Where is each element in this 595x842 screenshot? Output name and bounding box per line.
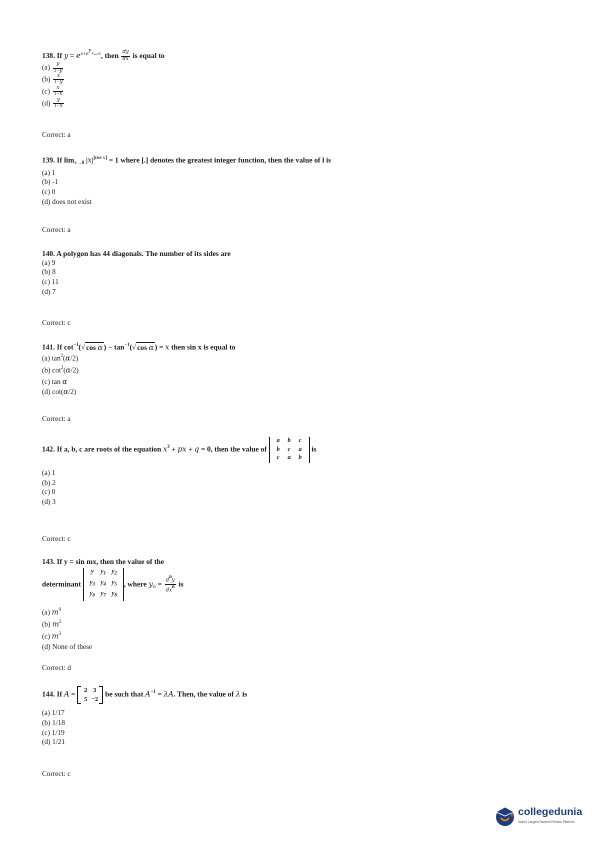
question-138 xyxy=(42,46,562,109)
question-144 xyxy=(42,686,562,748)
question-stem: 143. If y = sin mx, then the value of the xyxy=(42,557,165,566)
option-b: (b) -1 xyxy=(42,178,59,187)
option-b: (b) $\frac{x}{1-y}$ xyxy=(42,73,63,86)
question-stem: 144. If A = 2 3 5 −2 be such that $A^{-1} = \lambda A$. Then, the value of λ is xyxy=(42,687,248,703)
option-b: (b) 2 xyxy=(42,478,56,487)
option-c: (c) $\frac{x}{1-x}$ xyxy=(42,84,63,98)
option-d: (d) 7 xyxy=(42,287,56,296)
question-stem-cont: determinant y $y_1$ $y_2$ $y_3$ $y_4$ $y_5$ $y_6$ $y_7$ $y_8$, where $y_n$ = $\frac{d^ny}{dx^n}$ is xyxy=(42,568,562,601)
logo-tagline: India's Largest Student Review Platform xyxy=(518,820,575,824)
answer-140: Correct: c xyxy=(42,319,71,327)
question-143 xyxy=(42,557,562,653)
question-stem: 140. A polygon has 44 diagonals. The number of its sides are xyxy=(42,249,231,258)
option-d: (d) 3 xyxy=(42,498,56,507)
option-a: (a) $\tan^2(\alpha/2)$ xyxy=(42,353,79,363)
determinant-y: y $y_1$ $y_2$ $y_3$ $y_4$ $y_5$ $y_6$ $y_7$ $y_8$ xyxy=(83,568,124,601)
option-c: (c) tan α xyxy=(42,376,68,386)
question-141 xyxy=(42,341,562,398)
option-d: (d) 1/21 xyxy=(42,738,65,747)
option-a: (a) $m^9$ xyxy=(42,607,62,617)
question-139 xyxy=(42,154,562,208)
question-142 xyxy=(42,437,562,508)
question-stem: 141. If $\cot^{-1}(√\cos$ $\alpha) - \tan^{-1}(√\cos$ α) = x then sin x is equal to xyxy=(42,342,236,352)
answer-143: Correct: d xyxy=(42,664,71,672)
question-stem: 138. If $y = e^{x+e^y+...\infty}$, then $\frac{dy}{dx}$ is equal to xyxy=(42,48,165,62)
determinant-abc: a b c b c a c a b xyxy=(269,437,310,463)
answer-142: Correct: c xyxy=(42,535,71,543)
option-c: (c) $m^3$ xyxy=(42,631,62,641)
option-b: (b) 8 xyxy=(42,268,56,277)
option-b: (b) 1/18 xyxy=(42,718,65,727)
option-c: (c) 0 xyxy=(42,188,56,197)
option-b: (b) $m^2$ xyxy=(42,619,62,629)
option-d: (d) $\frac{y}{1-x}$ xyxy=(42,96,63,110)
option-b: (b) $\cot^2(\alpha/2)$ xyxy=(42,365,79,375)
option-a: (a) 1 xyxy=(42,168,56,177)
collegedunia-logo xyxy=(494,804,583,830)
option-d: (d) cot(α/2) xyxy=(42,387,77,397)
option-d: (d) None of these xyxy=(42,642,93,651)
option-c: (c) 11 xyxy=(42,278,59,287)
answer-144: Correct: c xyxy=(42,770,71,778)
answer-138: Correct: a xyxy=(42,131,71,139)
question-stem: 139. If $\lim_{x\to 0} |x|[\cos x] = 1$ where [.] denotes the greatest integer function, then the value of l is xyxy=(42,155,332,166)
option-a: (a) $\frac{y}{1-y}$ xyxy=(42,61,63,74)
option-a: (a) 1/17 xyxy=(42,709,65,717)
option-d: (d) does not exist xyxy=(42,197,92,206)
option-c: (c) 1/19 xyxy=(42,728,65,737)
matrix-a: 2 3 5 −2 xyxy=(77,686,103,704)
question-140 xyxy=(42,249,562,298)
option-c: (c) 0 xyxy=(42,488,56,497)
answer-141: Correct: a xyxy=(42,415,71,423)
option-a: (a) 9 xyxy=(42,258,56,267)
option-a: (a) 1 xyxy=(42,468,56,477)
answer-139: Correct: a xyxy=(42,226,71,234)
question-stem: 142. If a, b, c are roots of the equation $x^3$ + px + q = 0, then the value of a b c b c a c a b is xyxy=(42,437,317,462)
logo-name: collegedunia xyxy=(518,806,583,818)
graduation-cap-icon xyxy=(494,804,516,828)
